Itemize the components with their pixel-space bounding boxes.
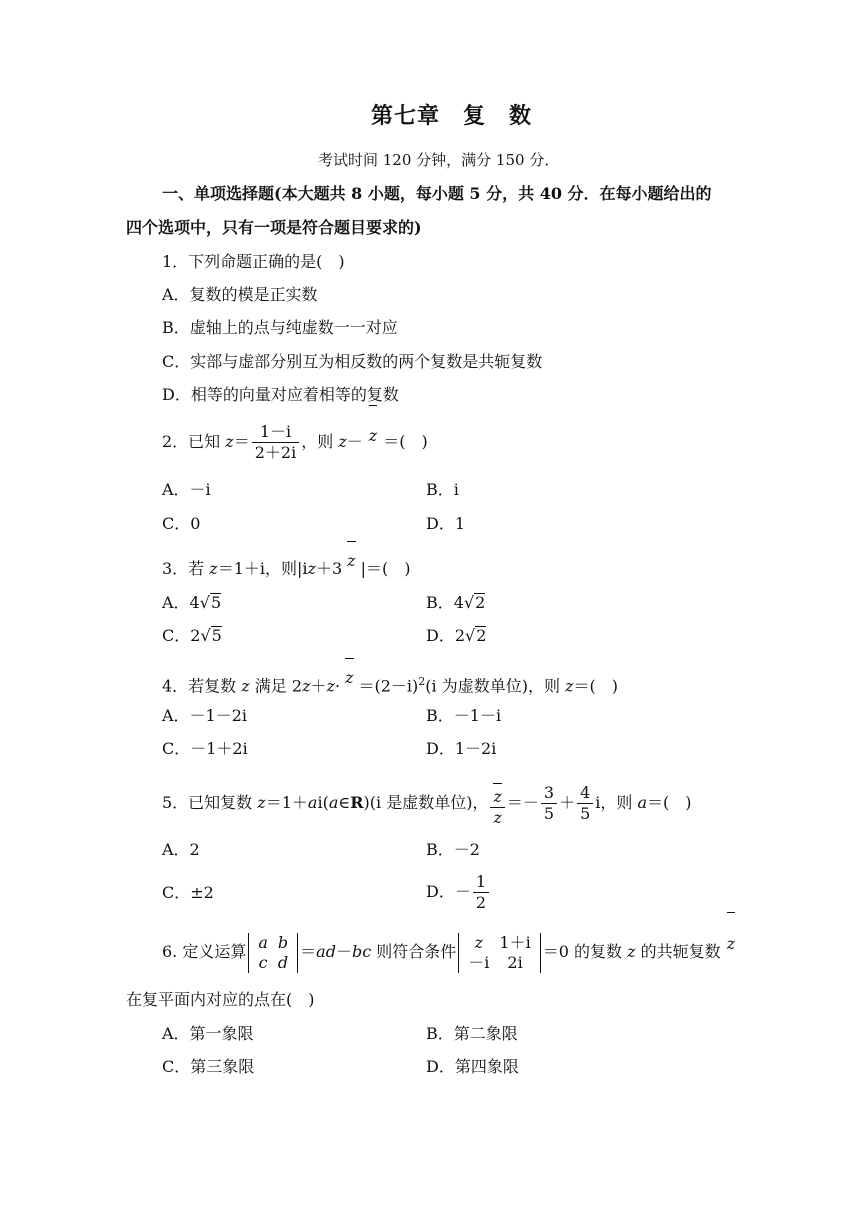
q3-a-radicand: 5 bbox=[210, 593, 222, 612]
q4-z-conjugate bbox=[345, 668, 353, 688]
q5-d-num: 1 bbox=[473, 872, 489, 893]
q5-zbar-over-z bbox=[490, 779, 504, 828]
q2-z2: z bbox=[338, 432, 347, 451]
question-4-option-d: D．1－2i bbox=[426, 739, 497, 758]
q5-n1: 3 bbox=[541, 783, 557, 804]
question-1-option-d: D．相等的向量对应着相等的复数 bbox=[162, 385, 399, 404]
question-1-option-b: B．虚轴上的点与纯虚数一一对应 bbox=[162, 318, 398, 337]
q5-conjugate-bar bbox=[493, 783, 501, 784]
q6-bc: bc bbox=[351, 942, 372, 961]
q6-determinant-abcd bbox=[248, 933, 298, 973]
sqrt-symbol: √ bbox=[199, 593, 210, 612]
q2-eq: ＝ bbox=[233, 432, 250, 451]
q5-d1: 5 bbox=[543, 804, 555, 823]
chapter-title: 第七章 复 数 bbox=[371, 103, 533, 129]
q3-d-radicand: 2 bbox=[476, 626, 487, 645]
q4-mid4: (i 为虚数单位)，则 bbox=[425, 676, 566, 696]
question-5-option-c: C．±2 bbox=[162, 883, 214, 902]
q4-z3: z bbox=[326, 676, 335, 696]
det-cell: －i bbox=[468, 952, 490, 972]
q5-n2: 4 bbox=[577, 783, 593, 804]
q2-z: z bbox=[225, 432, 234, 451]
q5-real-set: R bbox=[350, 793, 364, 812]
q3-z: z bbox=[209, 559, 218, 578]
q4-dot: · bbox=[334, 676, 341, 696]
q4-z-conj-letter: z bbox=[345, 668, 354, 688]
q5-frac-num bbox=[490, 779, 504, 808]
q4-z2: z bbox=[302, 676, 311, 696]
q3-b-coef: B．4 bbox=[426, 593, 464, 612]
question-5-option-d bbox=[426, 871, 491, 913]
q5-z-conjugate bbox=[493, 787, 501, 807]
question-4-stem bbox=[162, 668, 619, 696]
q6-eq2: ＝0 的复数 bbox=[542, 942, 628, 961]
q2-suffix: ＝( ) bbox=[383, 432, 428, 451]
question-4-option-a: A．－1－2i bbox=[162, 706, 248, 725]
q6-z-conj-letter: z bbox=[726, 934, 736, 953]
q3-prefix: 3．若 bbox=[162, 559, 210, 578]
question-3-option-b bbox=[426, 593, 485, 613]
q4-mid1: 满足 2 bbox=[249, 676, 303, 696]
det-cell: 1＋i bbox=[499, 932, 531, 952]
section-heading-line2: 四个选项中，只有一项是符合题目要求的) bbox=[126, 218, 422, 237]
question-6-option-a: A．第一象限 bbox=[162, 1024, 254, 1043]
sqrt-symbol: √ bbox=[465, 626, 476, 645]
det-cell: c bbox=[258, 952, 268, 972]
q3-b-radicand: 2 bbox=[475, 593, 486, 612]
det-cell: b bbox=[277, 932, 289, 952]
q2-fraction bbox=[252, 422, 299, 463]
q5-a2: a bbox=[328, 793, 339, 812]
section-heading-line1: 一、单项选择题(本大题共 8 小题，每小题 5 分，共 40 分．在每小题给出的 bbox=[162, 184, 712, 203]
q6-z: z bbox=[627, 942, 636, 961]
q5-a3: a bbox=[637, 793, 648, 812]
question-6-option-d: D．第四象限 bbox=[426, 1057, 519, 1076]
question-6-stem bbox=[162, 930, 735, 974]
q6-determinant-condition bbox=[458, 933, 540, 973]
q5-eq: ＝－ bbox=[506, 793, 539, 812]
q3-conjugate-bar bbox=[347, 541, 355, 542]
q5-frac-3-5 bbox=[541, 783, 557, 824]
question-2-option-b: B．i bbox=[426, 480, 459, 499]
q4-z: z bbox=[241, 676, 250, 696]
question-3-stem bbox=[162, 551, 411, 579]
q6-prefix: 6. 定义运算 bbox=[162, 942, 247, 961]
q4-z4: z bbox=[565, 676, 574, 696]
question-2-stem bbox=[162, 421, 428, 463]
question-1-option-a: A．复数的模是正实数 bbox=[162, 285, 318, 304]
q5-cond3: ∈ bbox=[338, 793, 351, 812]
question-3-option-c bbox=[162, 626, 222, 646]
q5-cond1: ＝1＋ bbox=[265, 793, 308, 812]
q3-c-radicand: 5 bbox=[211, 626, 222, 645]
question-1-stem: 1．下列命题正确的是( ) bbox=[162, 252, 345, 271]
q5-i-then: i，则 bbox=[595, 793, 638, 812]
q4-conjugate-bar bbox=[345, 658, 353, 659]
q5-z-conj-letter: z bbox=[493, 787, 502, 806]
sqrt-symbol: √ bbox=[463, 593, 475, 612]
question-4-option-c: C．－1＋2i bbox=[162, 739, 248, 758]
q2-conjugate-bar bbox=[369, 405, 377, 406]
q4-prefix: 4．若复数 bbox=[162, 676, 242, 696]
question-2-option-a: A．－i bbox=[162, 480, 211, 499]
q6-z-conjugate bbox=[727, 922, 735, 966]
q2-minus: － bbox=[346, 432, 363, 451]
q3-suffix: |＝( ) bbox=[360, 559, 411, 578]
q2-mid: ，则 bbox=[301, 432, 339, 451]
q5-d-pre: D．－ bbox=[426, 882, 471, 901]
q5-prefix: 5．已知复数 bbox=[162, 793, 258, 812]
q3-d-coef: D．2 bbox=[426, 626, 466, 645]
question-4-option-b: B．－1－i bbox=[426, 706, 502, 725]
q4-suffix: ＝( ) bbox=[573, 676, 619, 696]
q6-mid2: 的共轭复数 bbox=[635, 942, 721, 961]
q5-frac-den: z bbox=[493, 808, 502, 827]
question-3-option-a bbox=[162, 593, 221, 613]
question-6-option-c: C．第三象限 bbox=[162, 1057, 255, 1076]
question-3-option-d bbox=[426, 626, 486, 646]
q2-z-conj-letter: z bbox=[368, 426, 378, 445]
q6-mid: 则符合条件 bbox=[371, 942, 457, 961]
exam-info: 考试时间 120 分钟，满分 150 分． bbox=[318, 151, 560, 169]
q2-numerator: 1－i bbox=[252, 422, 299, 443]
q3-cond: ＝1＋i，则|i bbox=[217, 559, 308, 578]
q4-exponent: 2 bbox=[418, 675, 426, 688]
q6-minus: － bbox=[335, 942, 352, 961]
q2-prefix: 2．已知 bbox=[162, 432, 226, 451]
q4-mid2: ＋ bbox=[310, 676, 327, 696]
q2-z-conjugate bbox=[369, 415, 377, 457]
question-1-option-c: C．实部与虚部分别互为相反数的两个复数是共轭复数 bbox=[162, 352, 543, 371]
det-cell: a bbox=[258, 932, 268, 952]
q5-d-den: 2 bbox=[475, 893, 487, 912]
q6-conjugate-bar bbox=[727, 912, 735, 913]
q3-z-conj-letter: z bbox=[347, 551, 356, 570]
question-5-option-b: B．－2 bbox=[426, 840, 480, 859]
det-cell: z bbox=[474, 932, 484, 952]
question-2-option-c: C．0 bbox=[162, 514, 201, 533]
q5-a: a bbox=[307, 793, 318, 812]
q3-z2: z bbox=[307, 559, 316, 578]
q3-a-coef: A．4 bbox=[162, 593, 200, 612]
q5-cond4: )(i 是虚数单位)， bbox=[363, 793, 489, 812]
q6-eq1: ＝ bbox=[300, 942, 317, 961]
sqrt-symbol: √ bbox=[200, 626, 211, 645]
question-6-option-b: B．第二象限 bbox=[426, 1024, 518, 1043]
question-2-option-d: D．1 bbox=[426, 514, 466, 533]
q5-z: z bbox=[257, 793, 266, 812]
question-5-option-a: A．2 bbox=[162, 840, 200, 859]
q5-plus: ＋ bbox=[559, 793, 576, 812]
q5-suffix: ＝( ) bbox=[647, 793, 692, 812]
q5-frac-4-5 bbox=[577, 783, 593, 824]
q3-plus3: ＋3 bbox=[315, 559, 343, 578]
question-5-stem bbox=[162, 772, 692, 834]
det-cell: d bbox=[277, 952, 289, 972]
question-6-stem-line2: 在复平面内对应的点在( ) bbox=[126, 990, 315, 1009]
q2-denominator: 2＋2i bbox=[254, 443, 297, 462]
q3-c-coef: C．2 bbox=[162, 626, 201, 645]
q5-d-fraction bbox=[473, 872, 489, 913]
q5-cond2: i( bbox=[317, 793, 329, 812]
q3-z-conjugate bbox=[347, 551, 355, 571]
q6-ad: ad bbox=[316, 942, 336, 961]
det-cell: 2i bbox=[507, 952, 523, 972]
q4-mid3: ＝(2－i) bbox=[358, 676, 419, 696]
q5-d2: 5 bbox=[580, 804, 591, 823]
